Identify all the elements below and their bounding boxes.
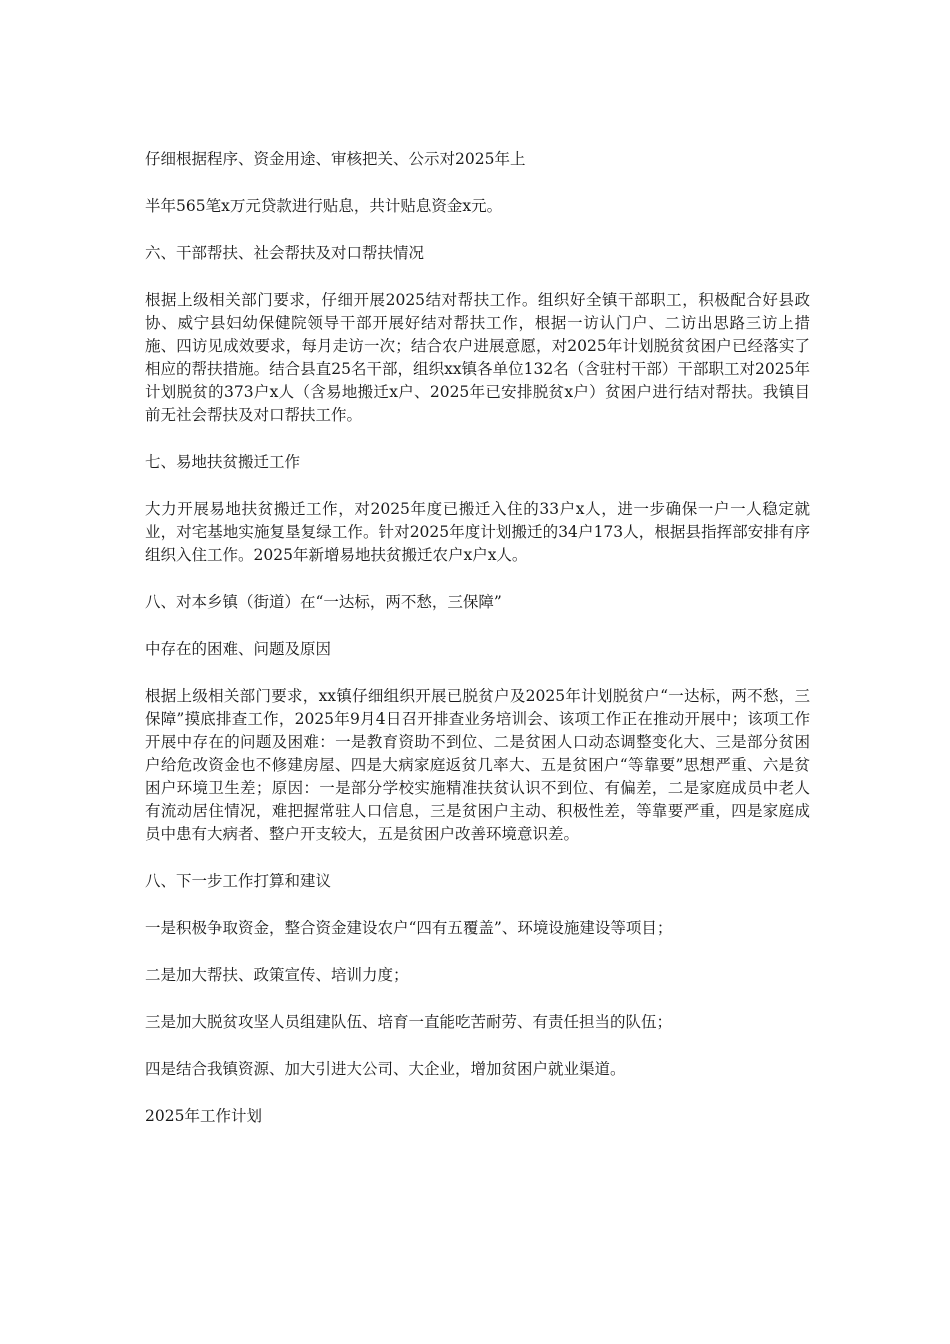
section-heading-8-continued: 中存在的困难、问题及原因 — [145, 640, 332, 658]
paragraph-4: 大力开展易地扶贫搬迁工作，对2025年度已搬迁入住的33户x人，进一步确保一户一人稳定就业，对宅基地实施复垦复绿工作。针对2025年度计划搬迁的34户173人，根据县指挥部安排有序组织入住工作。2025年新增易地扶贫搬迁农户x户x人。 — [145, 500, 810, 564]
suggestion-3: 三是加大脱贫攻坚人员组建队伍、培育一直能吃苦耐劳、有责任担当的队伍； — [145, 1013, 673, 1031]
section-heading-next-steps: 八、下一步工作打算和建议 — [145, 872, 332, 890]
section-heading-6: 六、干部帮扶、社会帮扶及对口帮扶情况 — [145, 244, 425, 262]
section-heading-8: 八、对本乡镇（街道）在“一达标，两不愁，三保障” — [145, 593, 502, 611]
paragraph-5: 根据上级相关部门要求，xx镇仔细组织开展已脱贫户及2025年计划脱贫户“一达标，两不愁，三保障”摸底排查工作，2025年9月4日召开排查业务培训会、该项工作正在推动开展中；该项工作开展中存在的问题及困难：一是教育资助不到位、二是贫困人口动态调整变化大、三是部分贫困户给危改资金也不修建房屋、四是大病家庭返贫几率大、五是贫困户“等靠要”思想严重、六是贫困户环境卫生差；原因：一是部分学校实施精准扶贫认识不到位、有偏差，二是家庭成员中老人有流动居住情况，难把握常驻人口信息，三是贫困户主动、积极性差，等靠要严重，四是家庭成员中患有大病者、整户开支较大，五是贫困户改善环境意识差。 — [145, 687, 810, 843]
suggestion-1: 一是积极争取资金，整合资金建设农户“四有五覆盖”、环境设施建设等项目； — [145, 919, 673, 937]
suggestion-2: 二是加大帮扶、政策宣传、培训力度； — [145, 966, 409, 984]
paragraph-3: 根据上级相关部门要求，仔细开展2025结对帮扶工作。组织好全镇干部职工，积极配合好县政协、威宁县妇幼保健院领导干部开展好结对帮扶工作，根据一访认门户、二访出思路三访上措施、四访见成效要求，每月走访一次；结合农户进展意愿，对2025年计划脱贫贫困户已经落实了相应的帮扶措施。结合县直25名干部，组织xx镇各单位132名（含驻村干部）干部职工对2025年计划脱贫的373户x人（含易地搬迁x户、2025年已安排脱贫x户）贫困户进行结对帮扶。我镇目前无社会帮扶及对口帮扶工作。 — [145, 291, 810, 424]
work-plan-heading: 2025年工作计划 — [145, 1107, 262, 1125]
document-page — [145, 148, 810, 1128]
section-heading-7: 七、易地扶贫搬迁工作 — [145, 453, 301, 471]
paragraph-1: 仔细根据程序、资金用途、审核把关、公示对2025年上 — [145, 150, 526, 168]
suggestion-4: 四是结合我镇资源、加大引进大公司、大企业，增加贫困户就业渠道。 — [145, 1060, 626, 1078]
paragraph-2: 半年565笔x万元贷款进行贴息，共计贴息资金x元。 — [145, 197, 503, 215]
